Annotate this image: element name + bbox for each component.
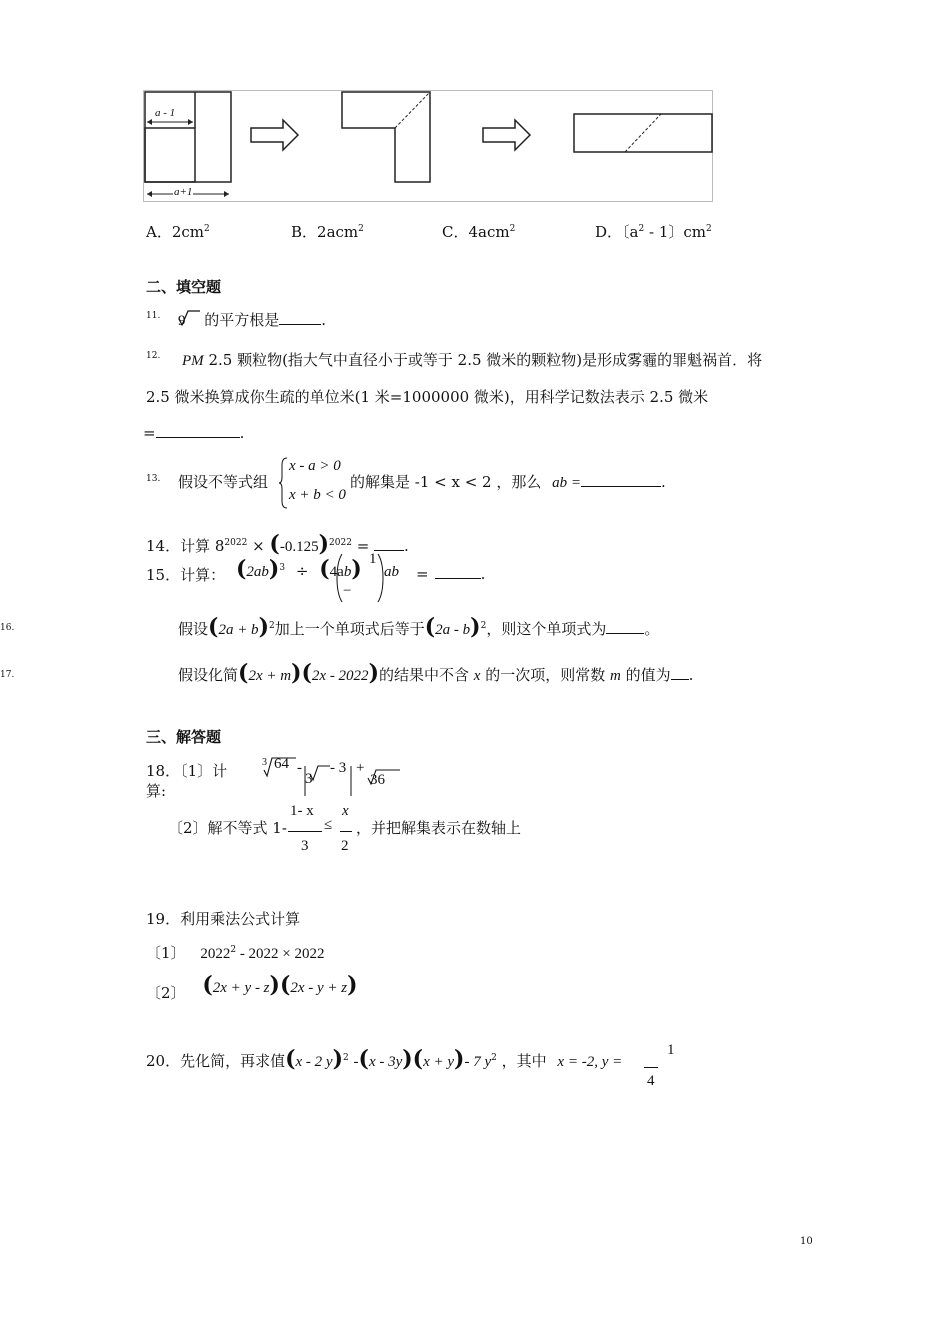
q18-le: ≤ (324, 817, 333, 833)
option-d-sup1: 2 (638, 224, 645, 234)
q18-part2-pre: 〔2〕解不等式 1- (168, 819, 287, 837)
q19-p2-lparen2: ( (279, 972, 291, 998)
q20-sup2: 2 (491, 1053, 497, 1063)
option-d-mid: - 1〕cm (644, 223, 706, 241)
q20 (146, 1046, 622, 1072)
q20-lparen1: ( (285, 1046, 296, 1072)
q15-rparen1: ) (268, 556, 280, 582)
q16-rparen2: ) (470, 614, 481, 640)
q17-t2: 2x - 2022 (311, 668, 369, 684)
q11-radical-svg (178, 309, 200, 329)
q18-frac1-num: 1- x (290, 803, 314, 819)
q15-t1: 2ab (246, 564, 269, 580)
q13-brace (278, 457, 288, 509)
q18-frac1-bar (288, 831, 322, 832)
page-number: 10 (800, 1236, 813, 1247)
geometry-figure (143, 90, 713, 202)
q20-sup1: 2 (343, 1053, 349, 1063)
option-c (442, 221, 515, 242)
q17-end: . (688, 666, 694, 684)
option-c-sup: 2 (509, 224, 516, 234)
q16-t2: 2a - b (435, 622, 471, 638)
q17-pre: 假设化简 (178, 666, 239, 684)
q15-t2b: b (343, 564, 352, 580)
q16-lparen2: ( (424, 614, 436, 640)
q11-radicand: 9 (178, 313, 186, 329)
q16-rparen1: ) (258, 614, 269, 640)
q19-p2-t1: 2x + y - z (212, 980, 270, 996)
q19-p1-label: 〔1〕 (146, 944, 186, 962)
q12-line1 (182, 349, 762, 370)
q15-pre: 15．计算： (146, 566, 226, 584)
q19-p2-lparen1: ( (202, 972, 213, 998)
q18-number: 18．〔1〕计 (146, 762, 228, 780)
q15-eq: = (416, 565, 429, 583)
q19-p2-rparen1: ) (269, 972, 280, 998)
q16-post: ，则这个单项式为 (486, 620, 607, 638)
q15-t2: 4a (329, 564, 344, 580)
q11-number: 11. (146, 311, 161, 321)
q19-p2-rparen2: ) (347, 972, 358, 998)
option-a-text: A．2cm (146, 223, 205, 241)
q15-t3: ab (384, 564, 399, 580)
q18-minus3: - 3 (330, 760, 347, 776)
q15-div: ÷ (295, 562, 309, 580)
q17-t1: 2x + m (248, 668, 292, 684)
q20-lparen2: ( (358, 1046, 369, 1072)
q18-minus: - (297, 760, 302, 776)
q11 (178, 309, 326, 330)
q20-t2: x - 3y (368, 1054, 403, 1070)
q18-root-index: 3 (262, 757, 267, 768)
q13-pre: 假设不等式组 (178, 473, 269, 491)
q15-lparen1: ( (236, 556, 247, 582)
q12-line2: 2.5 微米换算成你生疏的单位米(1 米=1000000 微米)，用科学记数法表示 2.5 微米 (146, 388, 709, 406)
figure-label-top: a - 1 (155, 107, 176, 119)
q18-frac2-num: x (342, 803, 349, 819)
q13-system-line2: x + b < 0 (289, 487, 346, 503)
q17-mid2: 的一次项，则常数 (485, 666, 606, 684)
q16-number: 16. (0, 623, 15, 633)
q16-end: 。 (644, 620, 660, 638)
q20-frac-num: 1 (667, 1042, 675, 1058)
q15-lparen2: ( (319, 556, 330, 582)
q13-mid (350, 471, 666, 492)
q20-lparen3: ( (412, 1046, 424, 1072)
q20-pre: 20．先化简，再求值 (146, 1052, 286, 1070)
figure-label-bottom: a+1 (174, 186, 193, 198)
q15-big-parens (336, 552, 386, 604)
q16-answer-blank[interactable] (606, 619, 644, 634)
q12-end: . (239, 424, 245, 442)
q14-rparen: ) (318, 531, 330, 557)
q14-times: × (247, 537, 270, 555)
q11-answer-blank[interactable] (279, 310, 321, 325)
q14-base: -0.125 (279, 539, 319, 555)
q15-frac-num: 1 (369, 551, 377, 567)
q18-frac1-den: 3 (301, 838, 309, 854)
q13-mid-text: 的解集是 -1 < x < 2 ，那么 (350, 473, 542, 491)
q20-rparen2: ) (402, 1046, 413, 1072)
q14-lparen: ( (269, 531, 280, 557)
q18-rad64: 64 (274, 756, 289, 772)
q20-rest: - 7 y (464, 1054, 492, 1070)
q17-post: 的值为 (625, 666, 671, 684)
q17-x: x (473, 668, 481, 684)
q16-sup2: 2 (480, 621, 487, 631)
q12-line1-text: 2.5 颗粒物(指大气中直径小于或等于 2.5 微米的颗粒物)是形成雾霾的罪魁祸首．将 (203, 351, 763, 369)
q18-part2-post: ，并把解集表示在数轴上 (356, 819, 522, 837)
q17-mid: 的结果中不含 (378, 666, 469, 684)
q18-number-line2: 算: (146, 782, 167, 800)
q15-end: . (480, 565, 486, 583)
q13-end: . (661, 473, 666, 491)
q14-end: . (404, 537, 409, 555)
q19-p1-rest: - 2022 × 2022 (236, 946, 325, 962)
option-b (291, 221, 364, 242)
q16-pre: 假设 (178, 620, 209, 638)
q19-part2 (146, 972, 358, 1002)
q13-answer-blank[interactable] (581, 472, 661, 487)
q15-frac-den: − (343, 583, 352, 599)
q20-rparen3: ) (454, 1046, 465, 1072)
option-d-sup2: 2 (706, 224, 712, 234)
q17-rparen1: ) (291, 660, 302, 686)
q17-lparen2: ( (301, 660, 312, 686)
q14-sup1: 2022 (224, 538, 248, 548)
q20-cond: x = -2, y = (557, 1054, 623, 1070)
option-b-text: B．2acm (291, 223, 359, 241)
q16-t1: 2a + b (218, 622, 259, 638)
q16 (178, 614, 659, 640)
q20-t3: x + y (423, 1054, 455, 1070)
q17-number: 17. (0, 670, 15, 680)
option-c-text: C．4acm (442, 223, 510, 241)
option-a-sup: 2 (204, 224, 210, 234)
q14-answer-blank[interactable] (374, 536, 404, 551)
option-d-pre: D．〔a (595, 223, 639, 241)
q20-minus: - (353, 1054, 359, 1070)
q17-answer-blank[interactable] (671, 665, 689, 680)
section-3-title: 三、解答题 (146, 728, 222, 746)
q17-m: m (610, 668, 621, 684)
q16-lparen1: ( (208, 614, 219, 640)
q20-rparen1: ) (332, 1046, 343, 1072)
q15-answer-blank[interactable] (435, 564, 481, 579)
sqrt-icon (178, 311, 186, 330)
q15-sup1: 3 (279, 563, 286, 573)
q14-sup2: 2022 (329, 538, 352, 548)
q19-title: 19．利用乘法公式计算 (146, 910, 301, 928)
q11-text: 的平方根是 (204, 311, 280, 329)
q16-sup1: 2 (268, 621, 275, 631)
q20-t1: x - 2 y (295, 1054, 333, 1070)
q15-rparen2: ) (351, 556, 362, 582)
q14-pre: 14．计算 8 (146, 537, 225, 555)
q15-tail (416, 564, 485, 583)
q19-p2-label: 〔2〕 (146, 984, 186, 1002)
option-d (595, 221, 712, 242)
option-a (146, 221, 210, 242)
q17 (178, 660, 693, 686)
q16-mid: 加上一个单项式后等于 (274, 620, 425, 638)
q12-eq: = (143, 424, 156, 442)
q13-ab: ab = (552, 475, 582, 491)
section-2-title: 二、填空题 (146, 278, 222, 296)
option-b-sup: 2 (358, 224, 364, 234)
q20-where: ，其中 (501, 1052, 547, 1070)
q19-p1-sup: 2 (230, 945, 237, 955)
q18-rad36: 36 (370, 772, 385, 788)
q18-frac2-bar (340, 831, 352, 832)
q19-part1 (146, 942, 325, 963)
q18-three: 3 (305, 771, 313, 787)
q18-plus: + (356, 760, 365, 776)
q20-frac-den: 4 (647, 1073, 655, 1089)
q12-pm: PM (182, 353, 204, 369)
q20-frac-bar (644, 1067, 658, 1068)
q13-number: 13. (146, 474, 161, 484)
q14-eq: = (351, 537, 375, 555)
q17-rparen2: ) (368, 660, 379, 686)
q12-number: 12. (146, 351, 161, 361)
q17-lparen1: ( (238, 660, 249, 686)
q12-answer-blank[interactable] (156, 423, 240, 438)
q13-system-line1: x - a > 0 (289, 458, 341, 474)
q11-end: . (321, 311, 327, 329)
q12-line3 (143, 423, 244, 442)
q19-p2-t2: 2x - y + z (290, 980, 348, 996)
q19-p1-expr: 2022 (200, 946, 231, 962)
figure-svg (143, 90, 713, 202)
q18-frac2-den: 2 (341, 838, 349, 854)
